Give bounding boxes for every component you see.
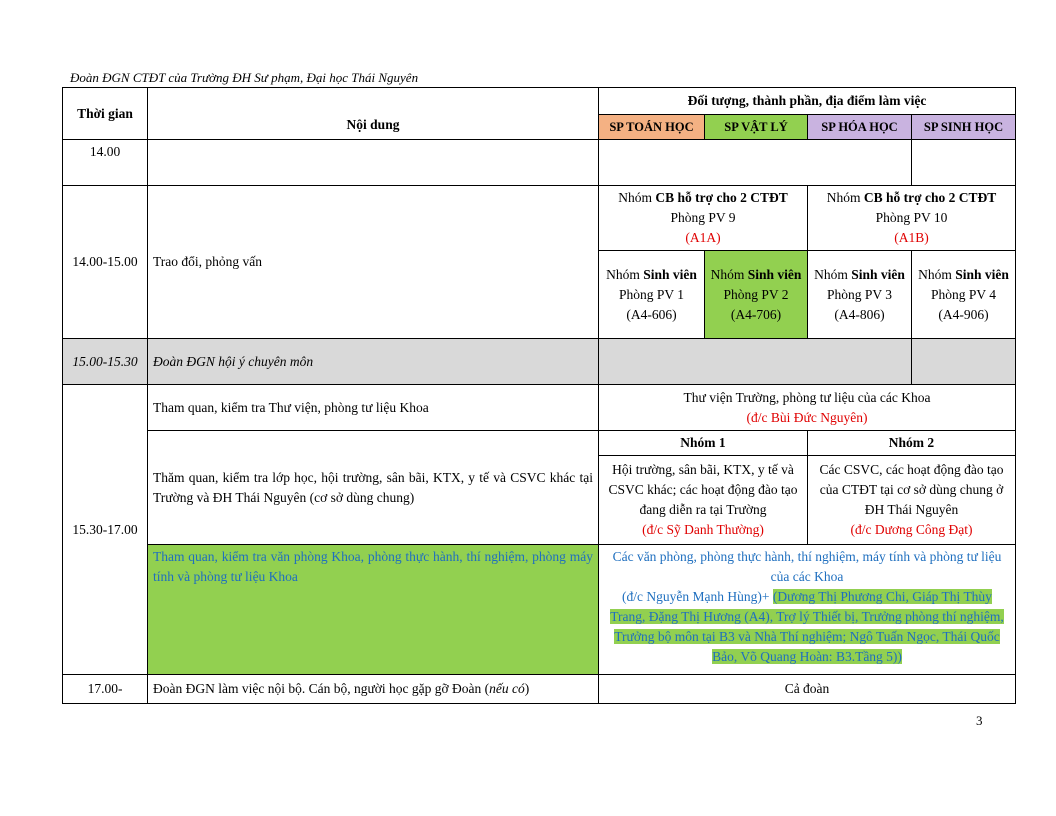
content-cell: Đoàn ĐGN làm việc nội bộ. Cán bộ, người học gặp gỡ Đoàn (nếu có)	[148, 675, 599, 704]
student-group-4: Nhóm Sinh viên Phòng PV 4 (A4-906)	[912, 251, 1016, 339]
header-row	[63, 88, 1016, 115]
program-header-biology: SP SINH HỌC	[912, 115, 1016, 140]
group-1-label: Nhóm 1	[599, 431, 808, 456]
row-facilities-groups	[63, 431, 1016, 456]
empty-cell	[912, 339, 1016, 385]
content-cell: Trao đổi, phỏng vấn	[148, 186, 599, 339]
empty-cell	[912, 140, 1016, 186]
time-cell: 15.00-15.30	[63, 339, 148, 385]
highlighted-contacts: (Dương Thị Phương Chi, Giáp Thị Thùy Trang, Đặng Thị Hương (A4), Trợ lý Thiết bị, Trưởng phòng thí nghiệm, Trưởng bộ môn tại B3 và Nhà Thí nghiệm; Ngô Tuấn Ngọc, Thái Quốc Bảo, Võ Quang Hoàn: B3.Tầng 5))	[610, 589, 1004, 664]
row-review-meeting	[63, 339, 1016, 385]
time-cell: 15.30-17.00	[63, 385, 148, 675]
content-cell: Tham quan, kiểm tra Thư viện, phòng tư liệu Khoa	[148, 385, 599, 431]
content-cell: Đoàn ĐGN hội ý chuyên môn	[148, 339, 599, 385]
row-interview-groups	[63, 186, 1016, 251]
time-column-header: Thời gian	[63, 88, 148, 140]
participants-column-header: Đối tượng, thành phần, địa điểm làm việc	[599, 88, 1016, 115]
program-header-chemistry: SP HÓA HỌC	[808, 115, 912, 140]
time-cell: 14.00-15.00	[63, 186, 148, 339]
row-library	[63, 385, 1016, 431]
page-number: 3	[976, 713, 983, 728]
place-cell: Thư viện Trường, phòng tư liệu của các Khoa (đ/c Bùi Đức Nguyên)	[599, 385, 1016, 431]
row-14-00	[63, 140, 1016, 186]
group-1-detail: Hội trường, sân bãi, KTX, y tế và CSVC khác; các hoạt động đào tạo đang diễn ra tại Trường (đ/c Sỹ Danh Thường)	[599, 456, 808, 545]
content-cell: Thăm quan, kiểm tra lớp học, hội trường, sân bãi, KTX, y tế và CSVC khác tại Trường và ĐH Thái Nguyên (cơ sở dùng chung)	[148, 431, 599, 545]
row-17-00	[63, 675, 1016, 704]
student-group-3: Nhóm Sinh viên Phòng PV 3 (A4-806)	[808, 251, 912, 339]
time-cell: 14.00	[63, 140, 148, 186]
program-header-physics: SP VẬT LÝ	[705, 115, 808, 140]
content-cell: Tham quan, kiểm tra văn phòng Khoa, phòng thực hành, thí nghiệm, phòng máy tính và phòng tư liệu Khoa	[148, 545, 599, 675]
empty-cell	[599, 339, 912, 385]
time-cell: 17.00-	[63, 675, 148, 704]
program-header-math: SP TOÁN HỌC	[599, 115, 705, 140]
row-faculty-offices	[63, 545, 1016, 675]
content-column-header: Nội dung	[148, 88, 599, 140]
student-group-1: Nhóm Sinh viên Phòng PV 1 (A4-606)	[599, 251, 705, 339]
schedule-table	[62, 87, 1016, 704]
group-2-label: Nhóm 2	[808, 431, 1016, 456]
empty-cell	[599, 140, 912, 186]
staff-group-a: Nhóm CB hỗ trợ cho 2 CTĐT Phòng PV 9 (A1A)	[599, 186, 808, 251]
place-cell: Cả đoàn	[599, 675, 1016, 704]
place-cell: Các văn phòng, phòng thực hành, thí nghiệm, máy tính và phòng tư liệu của các Khoa (đ/c Nguyễn Mạnh Hùng)+ (Dương Thị Phương Chi, Giáp Thị Thùy Trang, Đặng Thị Hương (A4), Trợ lý Thiết bị, Trưởng phòng thí nghiệm, Trưởng bộ môn tại B3 và Nhà Thí nghiệm; Ngô Tuấn Ngọc, Thái Quốc Bảo, Võ Quang Hoàn: B3.Tầng 5))	[599, 545, 1016, 675]
group-2-detail: Các CSVC, các hoạt động đào tạo của CTĐT tại cơ sở dùng chung ở ĐH Thái Nguyên (đ/c Dương Công Đạt)	[808, 456, 1016, 545]
content-cell	[148, 140, 599, 186]
staff-group-b: Nhóm CB hỗ trợ cho 2 CTĐT Phòng PV 10 (A1B)	[808, 186, 1016, 251]
student-group-2: Nhóm Sinh viên Phòng PV 2 (A4-706)	[705, 251, 808, 339]
document-header: Đoàn ĐGN CTĐT của Trường ĐH Sư phạm, Đại học Thái Nguyên	[70, 70, 419, 85]
